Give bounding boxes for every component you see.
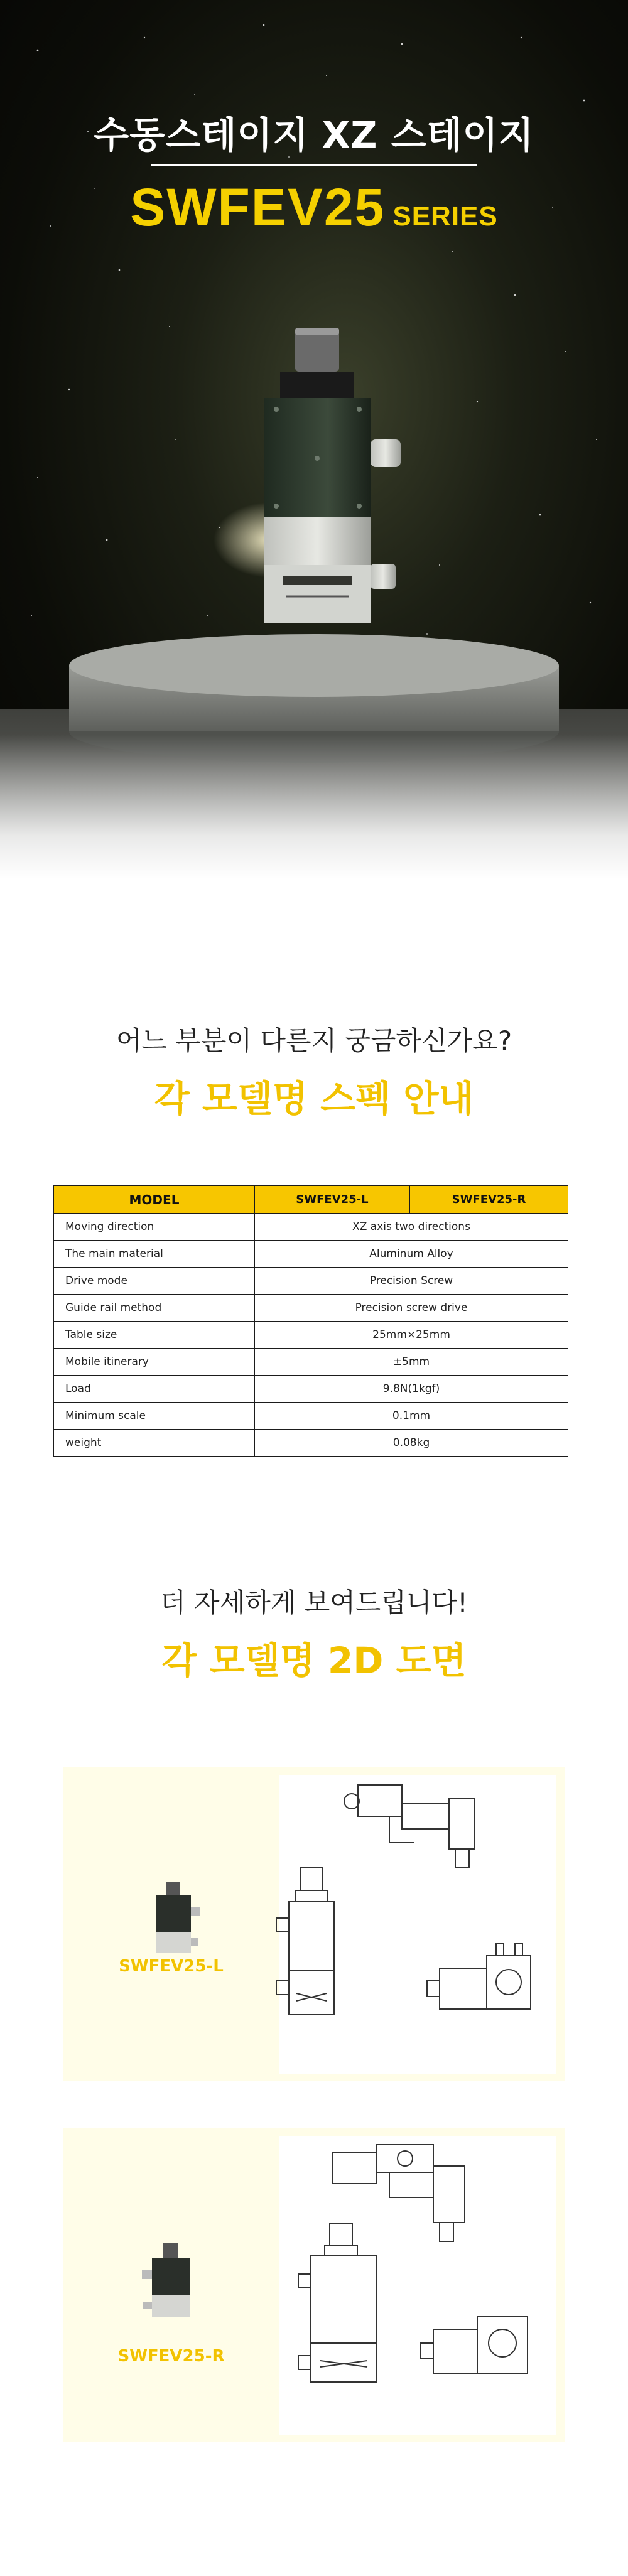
drawing-panel-swfev25-l — [63, 1767, 565, 2081]
header-swfev25-r: SWFEV25-R — [409, 1186, 568, 1214]
drawing-caption-r: SWFEV25-R — [117, 2347, 225, 2366]
table-row — [54, 1241, 568, 1268]
drawing-section-subtitle: 더 자세하게 보여드립니다! — [160, 1587, 468, 1618]
drawing-section-title: 각 모델명 2D 도면 — [161, 1639, 467, 1682]
table-row — [54, 1214, 568, 1241]
row-value: Precision Screw — [255, 1268, 568, 1295]
row-label: Guide rail method — [54, 1295, 255, 1322]
row-value: Precision screw drive — [255, 1295, 568, 1322]
row-label: Drive mode — [54, 1268, 255, 1295]
drawing-panel-swfev25-r — [63, 2128, 565, 2442]
spec-section-title: 각 모델명 스펙 안내 — [154, 1077, 474, 1120]
drawing-caption-l: SWFEV25-L — [119, 1957, 224, 1976]
row-value: 25mm×25mm — [255, 1322, 568, 1349]
drawing-section-heading — [0, 1582, 628, 1684]
spec-section-heading — [0, 1020, 628, 1122]
row-value: 0.08kg — [255, 1430, 568, 1457]
technical-drawing-r — [63, 2128, 565, 2442]
hero-model-name — [0, 177, 628, 238]
product-thumbnail-r — [142, 2243, 190, 2317]
table-row — [54, 1268, 568, 1295]
table-row — [54, 1430, 568, 1457]
row-label: Load — [54, 1376, 255, 1403]
row-value: 9.8N(1kgf) — [255, 1376, 568, 1403]
table-row — [54, 1376, 568, 1403]
hero-bottom-fade — [0, 735, 628, 879]
hero-title: 수동스테이지 XZ 스테이지 — [94, 114, 534, 156]
spec-table-header — [54, 1186, 568, 1214]
row-label: The main material — [54, 1241, 255, 1268]
technical-drawing-l — [63, 1767, 565, 2081]
table-row — [54, 1295, 568, 1322]
series-label: SERIES — [392, 201, 498, 232]
row-label: Mobile itinerary — [54, 1349, 255, 1376]
row-label: Minimum scale — [54, 1403, 255, 1430]
row-value: Aluminum Alloy — [255, 1241, 568, 1268]
row-value: ±5mm — [255, 1349, 568, 1376]
spec-section-subtitle: 어느 부분이 다른지 궁금하신가요? — [116, 1025, 512, 1056]
table-row — [54, 1403, 568, 1430]
model-code: SWFEV25 — [130, 178, 386, 237]
row-label: weight — [54, 1430, 255, 1457]
row-label: Table size — [54, 1322, 255, 1349]
row-value: XZ axis two directions — [255, 1214, 568, 1241]
row-label: Moving direction — [54, 1214, 255, 1241]
row-value: 0.1mm — [255, 1403, 568, 1430]
spec-table — [53, 1185, 568, 1457]
header-model: MODEL — [54, 1186, 255, 1214]
table-row — [54, 1349, 568, 1376]
hero-banner — [0, 0, 628, 879]
hero-divider — [151, 164, 477, 166]
product-thumbnail-l — [156, 1882, 200, 1953]
header-swfev25-l: SWFEV25-L — [255, 1186, 410, 1214]
table-row — [54, 1322, 568, 1349]
